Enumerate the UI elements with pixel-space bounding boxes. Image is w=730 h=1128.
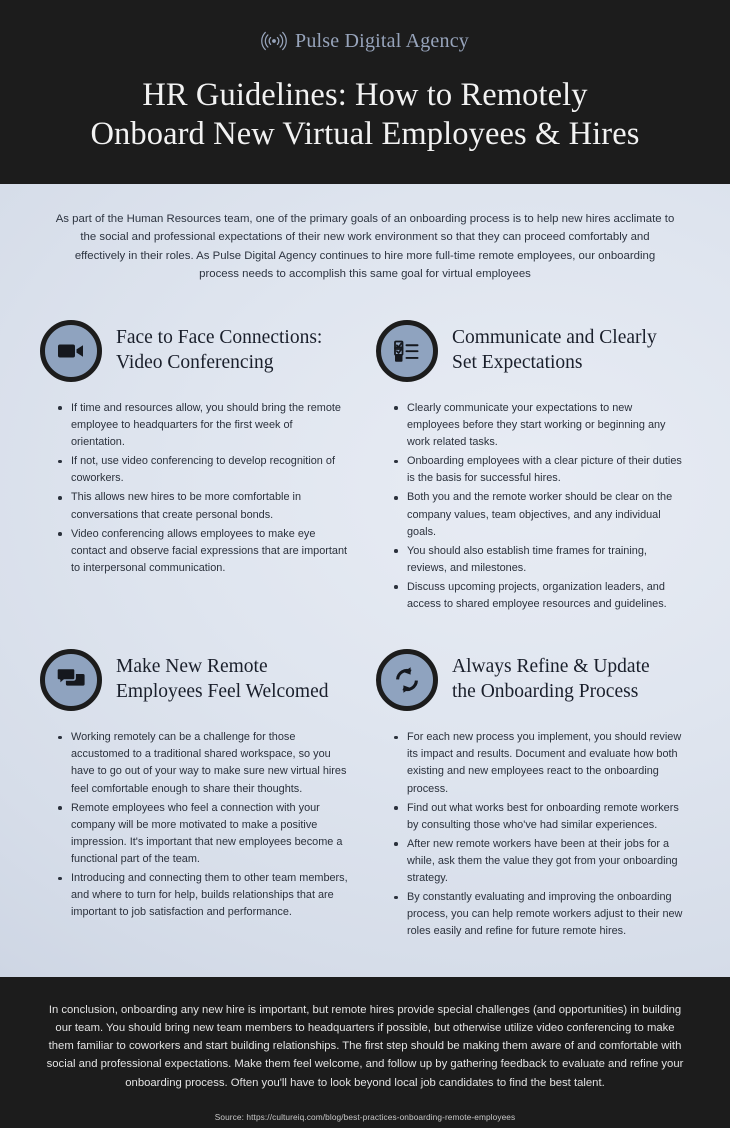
list-item: If not, use video conferencing to develop recognition of coworkers.: [58, 453, 348, 487]
section-title-line-2: Employees Feel Welcomed: [116, 681, 329, 703]
section-title-line-2: Set Expectations: [452, 351, 583, 373]
list-item: After new remote workers have been at their jobs for a while, ask them the value they got from your onboarding strategy.: [394, 836, 684, 887]
brand-name: Pulse Digital Agency: [295, 29, 469, 52]
page-title: [40, 76, 690, 154]
checklist-icon: [376, 320, 438, 382]
section-refine-update: [376, 649, 690, 942]
list-item: Find out what works best for onboarding remote workers by consulting those who've had similar experiences.: [394, 800, 684, 834]
list-item: Onboarding employees with a clear picture of their duties is the basis for successful hires.: [394, 453, 684, 487]
list-item: Remote employees who feel a connection with your company will be more motivated to make a positive impression. It's important that new employees become a functional part of the team.: [58, 800, 348, 868]
brand-lockup: [40, 28, 690, 54]
section-title-line-1: Make New Remote: [116, 656, 268, 678]
page-title-line-1: HR Guidelines: How to Remotely: [142, 77, 588, 113]
broadcast-signal-icon: [261, 28, 287, 54]
section-header: [376, 320, 690, 382]
section-title-line-2: the Onboarding Process: [452, 681, 639, 703]
list-item: Working remotely can be a challenge for those accustomed to a traditional shared workspace, so you have to go out of your way to make sure new virtual hires feel comfortable enough to share their thoughts.: [58, 729, 348, 797]
list-item: Discuss upcoming projects, organization leaders, and access to shared employee resources and guidelines.: [394, 579, 684, 613]
video-camera-icon: [40, 320, 102, 382]
list-item: By constantly evaluating and improving the onboarding process, you can help remote workers adjust to their new roles easily and refine for future remote hires.: [394, 889, 684, 940]
list-item: This allows new hires to be more comfortable in conversations that create personal bonds.: [58, 489, 348, 523]
section-title: [452, 655, 650, 705]
section-header: [40, 320, 354, 382]
section-set-expectations: [376, 320, 690, 615]
section-bullet-list: [376, 400, 690, 613]
list-item: For each new process you implement, you should review its impact and results. Document and evaluate how both existing and new employees react to the onboarding process.: [394, 729, 684, 797]
section-title: [116, 655, 329, 705]
section-title-line-1: Always Refine & Update: [452, 656, 650, 678]
refresh-sync-icon: [376, 649, 438, 711]
footer: [0, 977, 730, 1128]
source-citation: Source: https://cultureiq.com/blog/best-practices-onboarding-remote-employees: [214, 1111, 516, 1122]
section-title: [116, 326, 322, 376]
section-bullet-list: [376, 729, 690, 940]
sections-grid: [40, 320, 690, 943]
speech-bubbles-icon: [40, 649, 102, 711]
intro-paragraph: As part of the Human Resources team, one of the primary goals of an onboarding process is to help new hires acclimate to the social and professional expectations of their new work environment so that they can proceed comfortably and effectively in their roles. As Pulse Digital Agency continues to hire more full-time remote employees, our onboarding process needs to accomplish this same goal for virtual employees: [55, 213, 675, 281]
header: [0, 0, 730, 184]
list-item: Video conferencing allows employees to make eye contact and observe facial expressions that are important to interpersonal communication.: [58, 526, 348, 577]
section-title-line-1: Face to Face Connections:: [116, 326, 323, 348]
section-feel-welcomed: [40, 649, 354, 942]
section-bullet-list: [40, 400, 354, 577]
section-title-line-1: Communicate and Clearly: [452, 326, 657, 348]
section-title: [452, 326, 657, 376]
section-video-conferencing: [40, 320, 354, 615]
list-item: Both you and the remote worker should be clear on the company values, team objectives, and any individual goals.: [394, 489, 684, 540]
list-item: You should also establish time frames for training, reviews, and milestones.: [394, 543, 684, 577]
body-panel: [0, 184, 730, 977]
list-item: If time and resources allow, you should bring the remote employee to headquarters for the first week of orientation.: [58, 400, 348, 451]
page-title-line-2: Onboard New Virtual Employees & Hires: [90, 116, 640, 152]
section-header: [376, 649, 690, 711]
list-item: Introducing and connecting them to other team members, and where to turn for help, builds relationships that are important to job satisfaction and performance.: [58, 870, 348, 921]
section-title-line-2: Video Conferencing: [116, 351, 274, 373]
section-bullet-list: [40, 729, 354, 921]
section-header: [40, 649, 354, 711]
conclusion-paragraph: In conclusion, onboarding any new hire is important, but remote hires provide special challenges (and opportunities) in building our team. You should bring new team members to headquarters if possible, but otherwise utilize video conferencing to make them familiar to coworkers and start building relationships. The first step should be making them aware of and comfortable with social and professional expectations. Make them feel welcome, and follow up by gathering feedback to evaluate and refine your onboarding process. Often you'll have to look beyond local job candidates to find the best talent.: [46, 1003, 684, 1089]
list-item: Clearly communicate your expectations to new employees before they start working or beginning any work related tasks.: [394, 400, 684, 451]
